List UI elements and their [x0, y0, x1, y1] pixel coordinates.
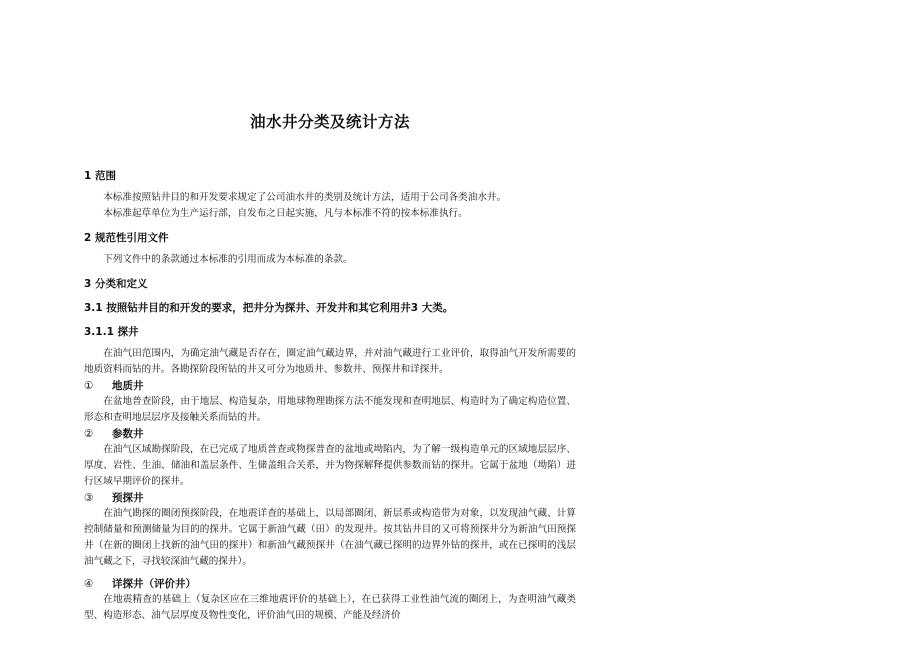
subsection-heading-3-1-1: 3.1.1 探井	[84, 326, 139, 338]
list-item-heading	[84, 378, 576, 394]
paragraph: 下列文件中的条款通过本标准的引用而成为本标准的条款。	[103, 254, 353, 265]
list-item-text: 在油气勘探的圈闭预探阶段，在地震详查的基础上，以局部圈闭、新层系或构造带为对象，以发现油气藏、计算控制储量和预测储量为目的的探井。它属于新油气藏（田）的发现井。按其钻井目的又可将预探井分为新油气田预探井（在新的圈闭上找新的油气田的探井）和新油气藏预探井（在油气藏已探明的边界外钻的探井，或在已探明的浅层油气藏之下，寻找较深油气藏的探井）。	[84, 508, 576, 567]
list-item-heading	[84, 490, 576, 506]
list-item-number: ②	[84, 428, 94, 440]
document-body	[84, 168, 576, 624]
page-title: 油水井分类及统计方法	[249, 113, 410, 131]
subsection-heading-3-1: 3.1 按照钻井目的和开发的要求，把井分为探井、开发井和其它利用井3 大类。	[84, 302, 454, 314]
list-item-number: ①	[84, 380, 94, 392]
list-item-label: 详探井（评价井）	[112, 578, 196, 590]
list-item-text: 在盆地普查阶段，由于地层、构造复杂，用地球物理勘探方法不能发现和查明地层、构造时为了确定构造位置、形态和查明地层层序及接触关系而钻的井。	[84, 396, 576, 423]
list-item-number: ③	[84, 492, 94, 504]
list-item-number: ④	[84, 578, 94, 590]
paragraph: 在油气田范围内，为确定油气藏是否存在，圈定油气藏边界，并对油气藏进行工业评价，取得油气开发所需要的地质资料而钻的井。各勘探阶段所钻的井又可分为地质井、参数井、预探井和详探井。	[84, 348, 576, 375]
list-item-label: 预探井	[112, 492, 144, 504]
section-heading-references: 2 规范性引用文件	[84, 232, 169, 244]
list-item-heading	[84, 426, 576, 442]
section-heading-scope: 1 范围	[84, 170, 116, 182]
list-item-text: 在地震精查的基础上（复杂区应在三维地震评价的基础上），在已获得工业性油气流的圈闭上，为查明油气藏类型、构造形态、油气层厚度及物性变化，评价油气田的规模、产能及经济价	[84, 594, 576, 621]
list-item-label: 参数井	[112, 428, 144, 440]
paragraph: 本标准起草单位为生产运行部，自发布之日起实施，凡与本标准不符的按本标准执行。	[103, 208, 468, 219]
paragraph: 本标准按照钻井目的和开发要求规定了公司油水井的类别及统计方法，适用于公司各类油水井。	[103, 192, 507, 203]
list-item-text: 在油气区域勘探阶段，在已完成了地质普查或物探普查的盆地或坳陷内，为了解一级构造单元的区域地层层序、厚度、岩性、生油、储油和盖层条件、生储盖组合关系，并为物探解释提供参数而钻的探井。它属于盆地（坳陷）进行区域早期评价的探井。	[84, 444, 576, 487]
section-heading-classification: 3 分类和定义	[84, 278, 148, 290]
list-item-heading	[84, 576, 576, 592]
list-item-label: 地质井	[112, 380, 144, 392]
